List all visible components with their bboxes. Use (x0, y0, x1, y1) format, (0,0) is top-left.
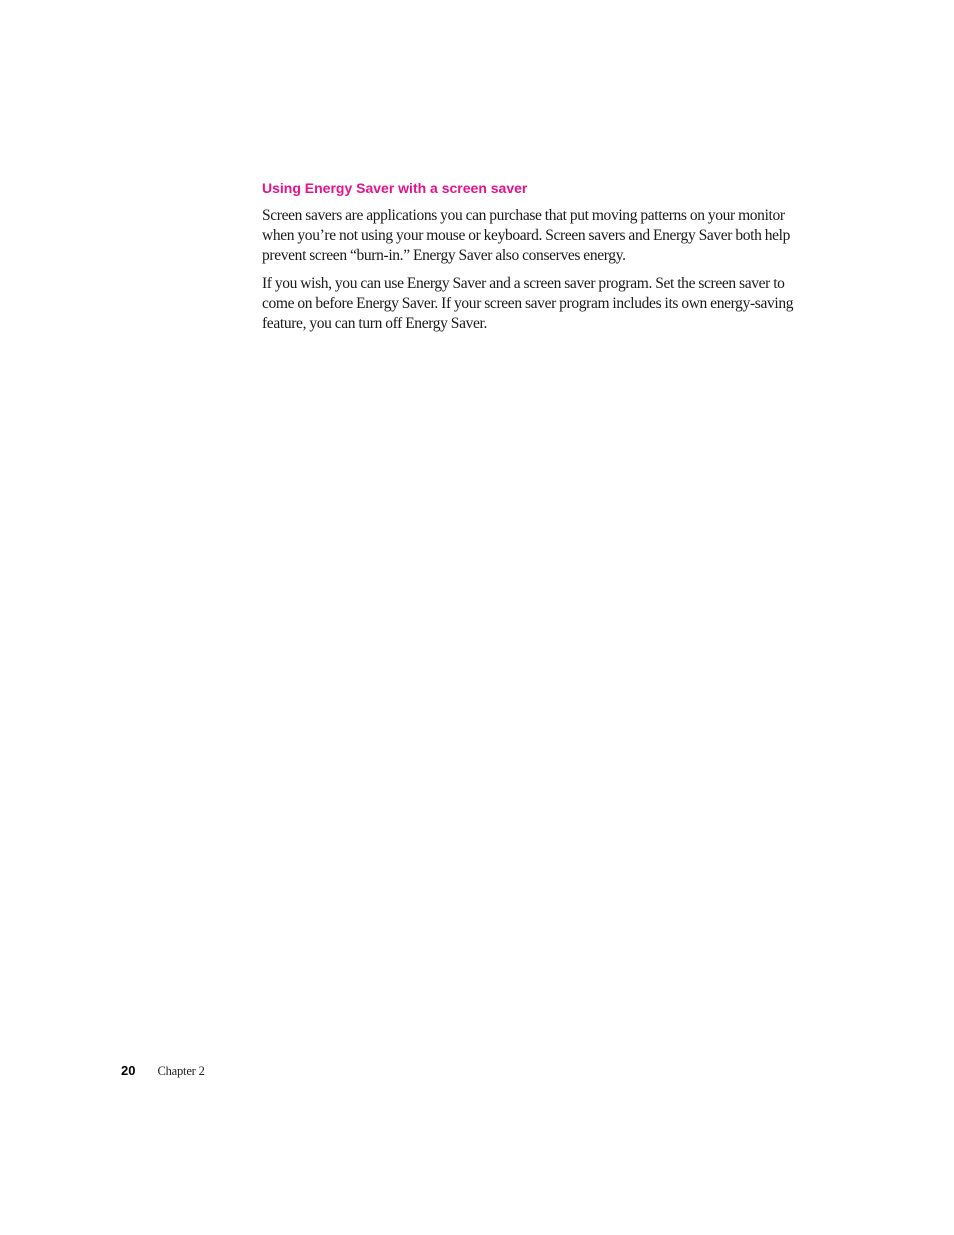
chapter-label: Chapter 2 (157, 1064, 205, 1078)
section-heading: Using Energy Saver with a screen saver (262, 180, 528, 196)
page-number: 20 (121, 1063, 136, 1078)
page-footer (121, 1062, 205, 1080)
body-paragraph: Screen savers are applications you can purchase that put moving patterns on your monitor when you’re not using your mouse or keyboard. Screen savers and Energy Saver both help prevent screen “burn-in.” Energy Saver also conserves energy. (262, 207, 791, 264)
body-paragraph: If you wish, you can use Energy Saver and a screen saver program. Set the screen saver to come on before Energy Saver. If your screen saver program includes its own energy-saving feature, you can turn off Energy Saver. (262, 275, 794, 332)
